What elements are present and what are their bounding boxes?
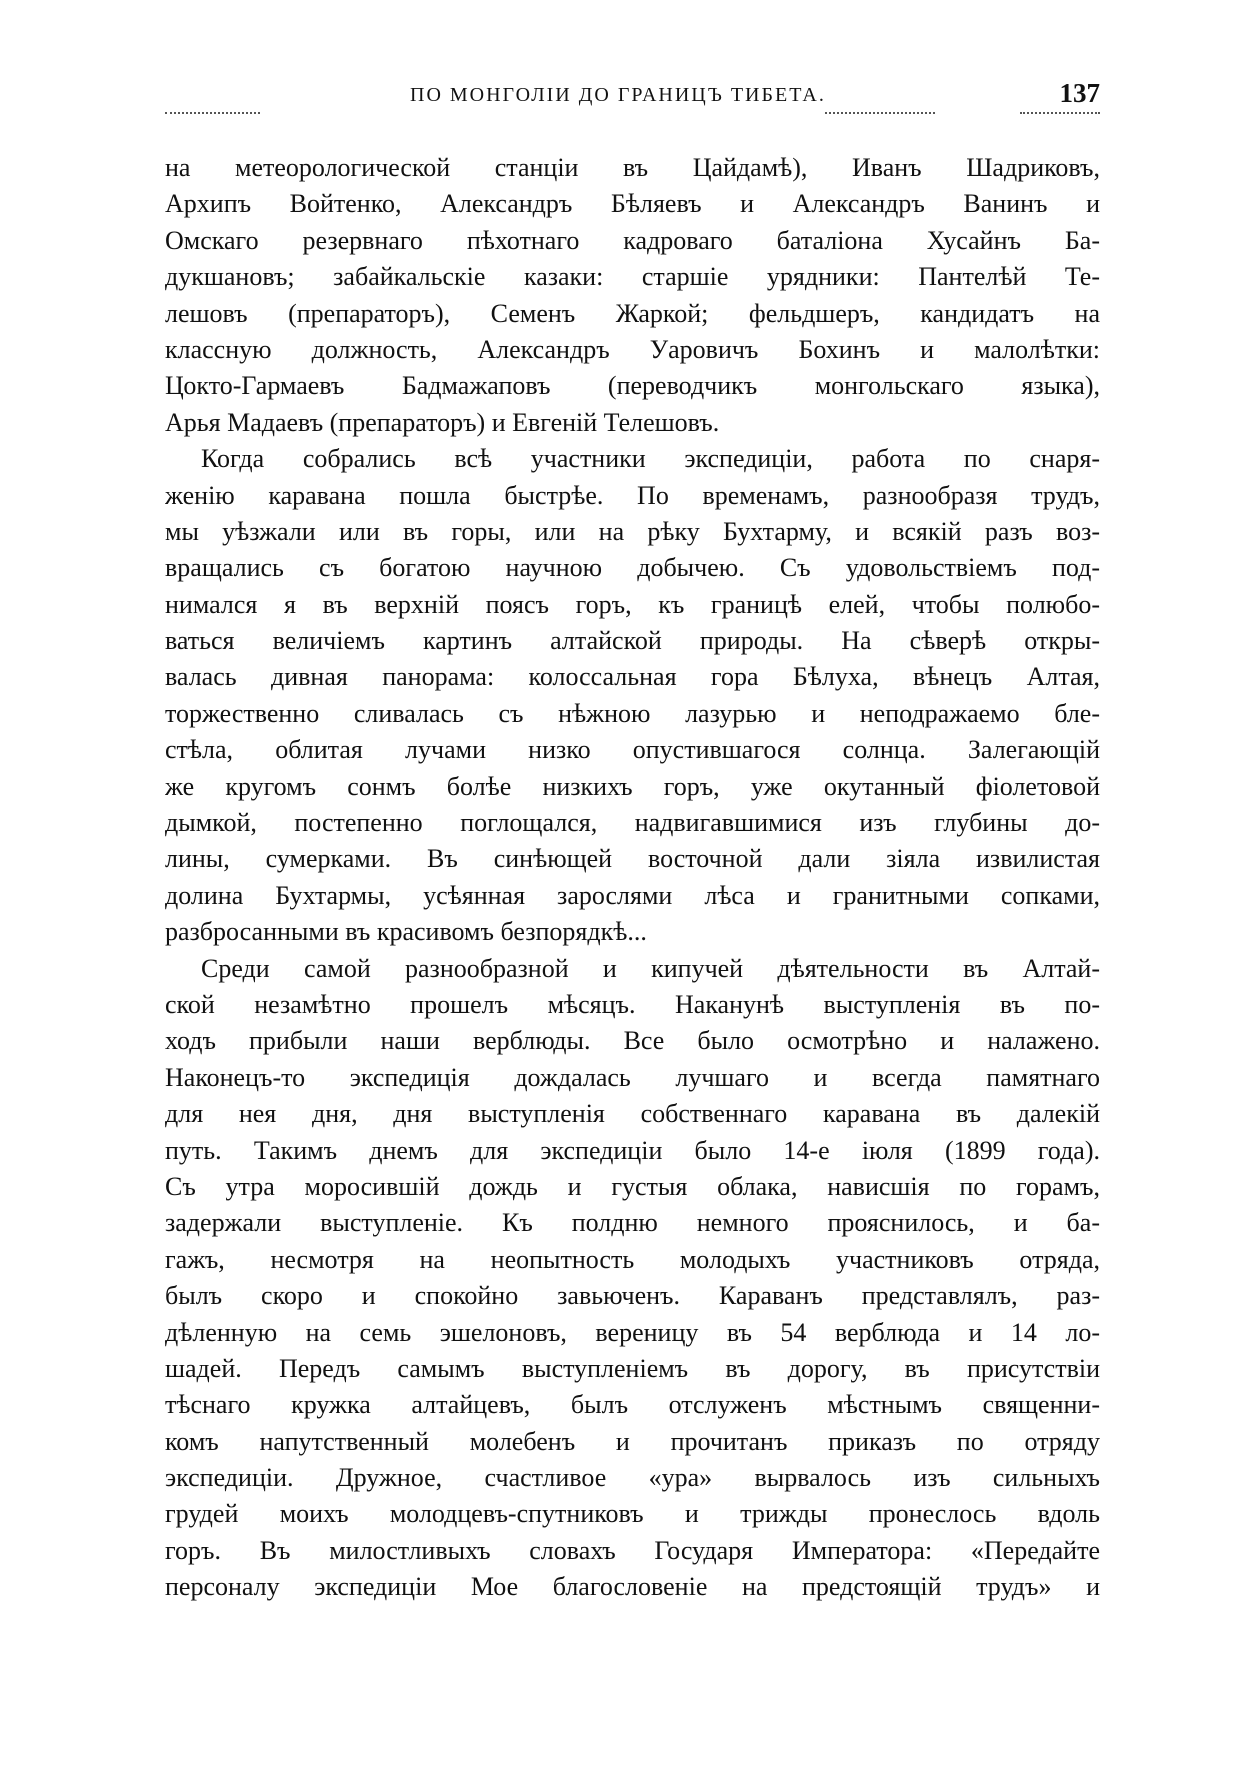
paragraph-start-line: Среди самой разнообразной и кипучей дѣятельности въ Алтай- — [201, 953, 1100, 983]
text-line: вращались съ богатою научною добычею. Съ удовольствіемъ под- — [165, 553, 1100, 583]
text-line: персоналу экспедиціи Мое благословеніе на предстоящій трудъ» и — [165, 1572, 1100, 1602]
running-head — [165, 74, 1100, 114]
text-line: валась дивная панорама: колоссальная гора Бѣлуха, вѣнецъ Алтая, — [165, 662, 1100, 692]
text-line: дымкой, постепенно поглощался, надвигавшимися изъ глубины до- — [165, 808, 1100, 838]
text-line: Арья Мадаевъ (препараторъ) и Евгеній Телешовъ. — [165, 407, 720, 437]
text-line: Омскаго резервнаго пѣхотнаго кадроваго баталіона Хусайнъ Ба- — [165, 225, 1100, 255]
text-line: же кругомъ сонмъ болѣе низкихъ горъ, уже окутанный фіолетовой — [165, 771, 1100, 801]
text-line: тѣснаго кружка алтайцевъ, былъ отслуженъ мѣстнымъ священни- — [165, 1390, 1100, 1420]
text-line: разбросанными въ красивомъ безпорядкѣ... — [165, 917, 647, 947]
text-line: горъ. Въ милостливыхъ словахъ Государя Императора: «Передайте — [165, 1535, 1100, 1565]
text-line: Архипъ Войтенко, Александръ Бѣляевъ и Александръ Ванинъ и — [165, 189, 1100, 219]
text-line: для нея дня, дня выступленія собственнаго каравана въ далекій — [165, 1099, 1100, 1129]
text-line: долина Бухтармы, усѣянная зарослями лѣса и гранитными сопками, — [165, 880, 1100, 910]
text-line: стѣла, облитая лучами низко опустившагося солнца. Залегающій — [165, 735, 1100, 765]
text-line: комъ напутственный молебенъ и прочитанъ приказъ по отряду — [165, 1426, 1100, 1456]
text-line: ходъ прибыли наши верблюды. Все было осмотрѣно и налажено. — [165, 1026, 1100, 1056]
text-line: Цокто-Гармаевъ Бадмажаповъ (переводчикъ монгольскаго языка), — [165, 371, 1100, 401]
text-line: Съ утра моросившій дождь и густыя облака, нависшія по горамъ, — [165, 1171, 1100, 1201]
text-line: былъ скоро и спокойно завьюченъ. Караванъ представлялъ, раз- — [165, 1281, 1100, 1311]
paragraph-start-line: Когда собрались всѣ участники экспедиціи, работа по снаря- — [201, 444, 1100, 474]
text-line: дукшановъ; забайкальскіе казаки: старшіе урядники: Пантелѣй Те- — [165, 262, 1100, 292]
text-line: грудей моихъ молодцевъ-спутниковъ и трижды пронеслось вдоль — [165, 1499, 1100, 1529]
text-line: на метеорологической станціи въ Цайдамѣ), Иванъ Шадриковъ, — [165, 153, 1100, 182]
text-line: путь. Такимъ днемъ для экспедиціи было 14-е іюля (1899 года). — [165, 1135, 1100, 1165]
text-line: мы уѣзжали или въ горы, или на рѣку Бухтарму, и всякій разъ воз- — [165, 516, 1100, 546]
body-text — [165, 150, 1100, 1606]
text-line: женію каравана пошла быстрѣе. По временамъ, разнообразя трудъ, — [165, 480, 1100, 510]
text-line: лины, сумерками. Въ синѣющей восточной дали зіяла извилистая — [165, 844, 1100, 874]
header-rule-right — [1020, 112, 1100, 114]
text-line: Наконецъ-то экспедиція дождалась лучшаго и всегда памятнаго — [165, 1062, 1100, 1092]
text-line: классную должность, Александръ Уаровичъ Бохинъ и малолѣтки: — [165, 334, 1100, 364]
running-title: ПО МОНГОЛІИ ДО ГРАНИЦЪ ТИБЕТА. — [410, 84, 826, 106]
text-line: шадей. Передъ самымъ выступленіемъ въ дорогу, въ присутствіи — [165, 1353, 1100, 1383]
text-line: дѣленную на семь эшелоновъ, вереницу въ 54 верблюда и 14 ло- — [165, 1317, 1100, 1347]
text-line: экспедиціи. Дружное, счастливое «ура» вырвалось изъ сильныхъ — [165, 1463, 1100, 1493]
header-rule-left — [165, 112, 260, 114]
page-number: 137 — [1059, 78, 1100, 108]
text-line: ваться величіемъ картинъ алтайской природы. На сѣверѣ откры- — [165, 626, 1100, 656]
text-line: торжественно сливалась съ нѣжною лазурью и неподражаемо бле- — [165, 698, 1100, 728]
text-line: гажъ, несмотря на неопытность молодыхъ участниковъ отряда, — [165, 1244, 1100, 1274]
text-line: лешовъ (препараторъ), Семенъ Жаркой; фельдшеръ, кандидатъ на — [165, 298, 1100, 328]
text-line: ской незамѣтно прошелъ мѣсяцъ. Наканунѣ выступленія въ по- — [165, 989, 1100, 1019]
text-line: нимался я въ верхній поясъ горъ, къ границѣ елей, чтобы полюбо- — [165, 589, 1100, 619]
header-rule-middle — [825, 112, 935, 114]
text-line: задержали выступленіе. Къ полдню немного прояснилось, и ба- — [165, 1208, 1100, 1238]
